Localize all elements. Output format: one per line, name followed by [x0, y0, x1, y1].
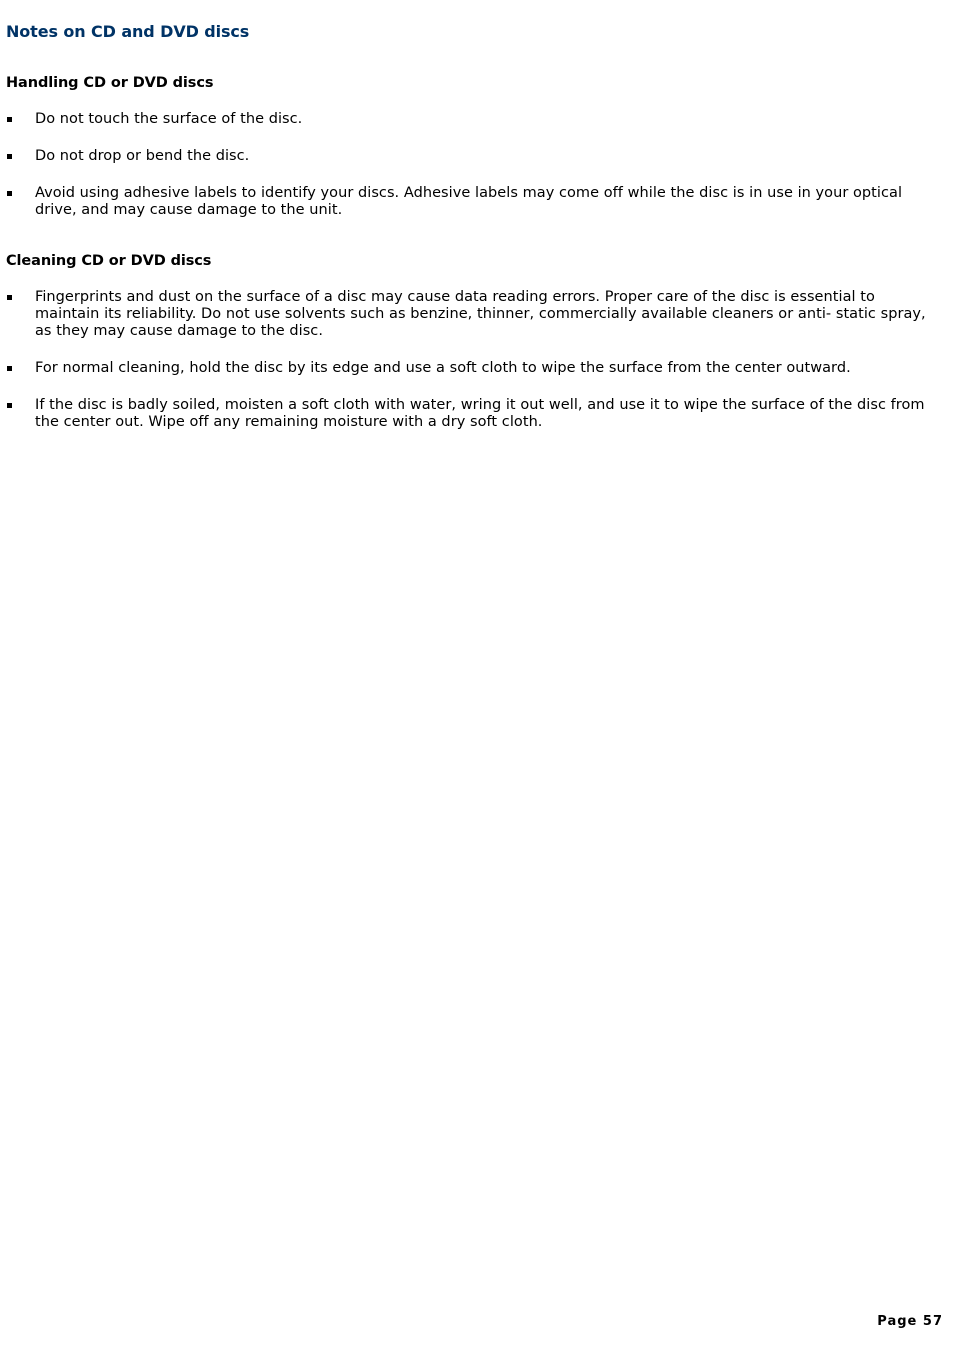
page-number: Page 57 [877, 1314, 943, 1329]
square-bullet-icon [7, 191, 12, 196]
list-item-text: Do not touch the surface of the disc. [35, 111, 303, 127]
square-bullet-icon [7, 154, 12, 159]
cleaning-list [0, 289, 930, 451]
page-title: Notes on CD and DVD discs [6, 22, 250, 41]
list-item [0, 289, 930, 340]
list-item-text: Avoid using adhesive labels to identify your discs. Adhesive labels may come off while the disc is in use in your optical drive, and may cause damage to the unit. [35, 185, 903, 218]
square-bullet-icon [7, 366, 12, 371]
section-heading-cleaning: Cleaning CD or DVD discs [6, 253, 212, 269]
list-item-text: For normal cleaning, hold the disc by its edge and use a soft cloth to wipe the surface from the center outward. [35, 360, 851, 376]
list-item-text: Do not drop or bend the disc. [35, 148, 250, 164]
list-item [0, 360, 930, 377]
square-bullet-icon [7, 117, 12, 122]
list-item-text: Fingerprints and dust on the surface of a disc may cause data reading errors. Proper care of the disc is essential to maintain its reliability. Do not use solvents such as benzine, thinner, commercially available cleaners or anti- static spray, as they may cause damage to the disc. [35, 289, 926, 339]
section-heading-handling: Handling CD or DVD discs [6, 75, 214, 91]
handling-list [0, 111, 930, 239]
list-item [0, 397, 930, 431]
square-bullet-icon [7, 403, 12, 408]
list-item [0, 111, 930, 128]
square-bullet-icon [7, 295, 12, 300]
list-item [0, 148, 930, 165]
list-item-text: If the disc is badly soiled, moisten a soft cloth with water, wring it out well, and use it to wipe the surface of the disc from the center out. Wipe off any remaining moisture with a dry soft cloth. [35, 397, 925, 430]
list-item [0, 185, 930, 219]
